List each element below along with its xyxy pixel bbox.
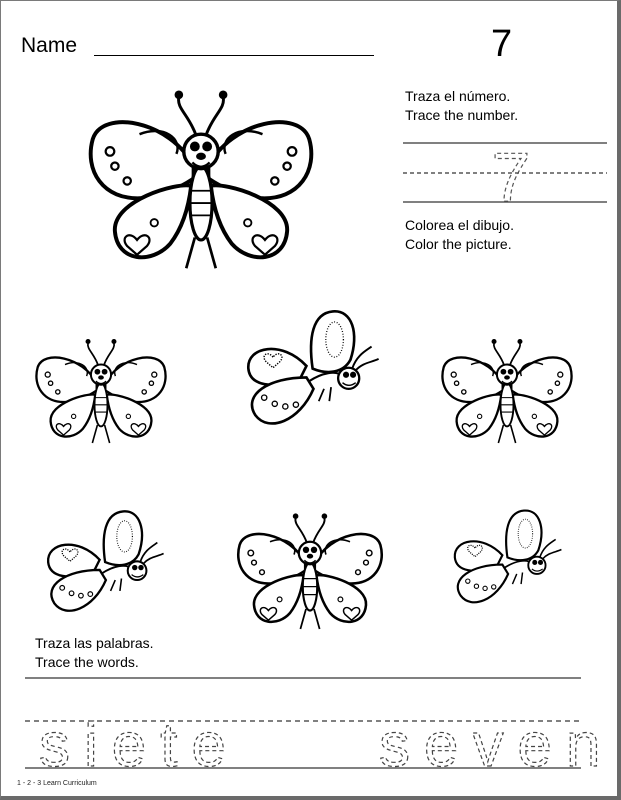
traceable-word-english: seven: [379, 711, 615, 780]
butterfly-image[interactable]: [442, 339, 571, 443]
butterfly-side-image[interactable]: [455, 511, 562, 603]
worksheet-number: 7: [491, 23, 513, 65]
traceable-word-spanish: siete: [39, 711, 240, 780]
trace-number-instruction-en: Trace the number.: [405, 107, 519, 123]
butterfly-image[interactable]: [36, 339, 165, 443]
color-instruction-es: Colorea el dibujo.: [405, 217, 514, 233]
trace-words-instruction-en: Trace the words.: [35, 654, 139, 670]
trace-words-instruction-es: Traza las palabras.: [35, 635, 154, 651]
butterfly-side-image[interactable]: [48, 511, 163, 610]
footer-credit: 1 - 2 - 3 Learn Curriculum: [17, 780, 97, 787]
large-butterfly-image[interactable]: [91, 91, 312, 269]
color-instruction-en: Color the picture.: [405, 236, 512, 252]
butterfly-side-image[interactable]: [248, 311, 378, 423]
traceable-number: 7: [491, 138, 531, 216]
butterfly-image[interactable]: [238, 513, 382, 629]
name-label: Name: [21, 34, 78, 57]
trace-number-instruction-es: Traza el número.: [405, 88, 511, 104]
word-tracing-area[interactable]: [25, 677, 615, 780]
